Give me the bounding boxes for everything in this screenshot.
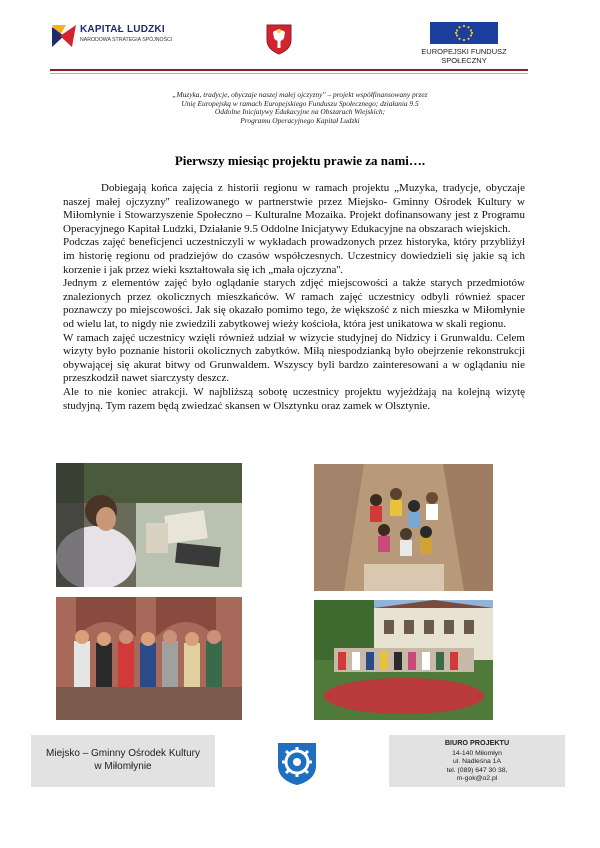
header-rule-thin	[50, 73, 528, 74]
gok-emblem-icon	[274, 740, 320, 786]
note-line: Programu Operacyjnego Kapitał Ludzki	[240, 115, 360, 125]
eu-flag-icon	[430, 22, 498, 44]
article-body	[63, 182, 525, 413]
coat-of-arms-icon	[263, 23, 295, 55]
note-line: Oddolne Inicjatywy Edukacyjne na Obszarach Wiejskich;	[214, 107, 386, 117]
article-paragraph: Dobiegają końca zajęcia z historii regionu w ramach projektu „Muzyka, tradycje, obyczaje naszej małej ojczyzny'' realizowanego w partnerstwie przez Miejsko- Gminny Ośrodek Kultury w Miłomłynie i Stowarzyszenie Społeczno – Kulturalne Mozaika. Projekt dofinansowany jest z Programu Operacyjnego Kapitał Ludzki, Działanie 9.5 Oddolne Inicjatywy Edukacyjne na obszarach wiejskich.	[63, 182, 525, 235]
article-paragraph: Jednym z elementów zajęć było oglądanie starych zdjęć miejscowości a także starych przedmiotów znalezionych przez okolicznych mieszkańców. W ramach zajęć uczestnicy odbyli również spacer poznawczy po miejscowości. Jak się okazało pomimo tego, że większość z nich mieszka w Miłomłynie od wielu lat, to nigdy nie zwiedzili zabytkowej wieży kościoła, która jest unikatowa w skali regionu.	[63, 277, 525, 330]
article-paragraph: W ramach zajęć uczestnicy wzięli również udział w wizycie studyjnej do Nidzicy i Grunwaldu. Celem wizyty było poznanie historii okolicznych zabytków. Miłą niespodzianką było obejrzenie rekonstrukcji obywającej się akurat bitwy od Grunwaldem. Wszyscy byli bardzo zainteresowani a w oglądaniu nie przeszkodził nawet siarczysty deszcz.	[63, 331, 525, 385]
eu-fund-line1: EUROPEJSKI FUNDUSZ	[421, 47, 507, 56]
photo-group-outdoors	[314, 600, 493, 720]
eu-fund-label	[418, 47, 510, 65]
note-line: Unię Europejską w ramach Europejskiego Funduszu Społecznego; działania 9.5	[181, 98, 419, 108]
footer-organization-box	[31, 735, 215, 787]
photo-workshop-table	[56, 463, 242, 587]
kapital-ludzki-logo	[50, 23, 200, 53]
kl-subtitle: NARODOWA STRATEGIA SPÓJNOŚCI	[80, 37, 173, 43]
footer-org-line1: Miejsko – Gminny Ośrodek Kultury	[46, 748, 200, 759]
photo-museum-group	[56, 597, 242, 720]
article-headline: Pierwszy miesiąc projektu prawie za nami….	[174, 153, 426, 168]
note-line: „Muzyka, tradycje, obyczaje naszej małej ojczyzny'' – projekt współfinansowany przez	[172, 90, 428, 99]
kapital-ludzki-emblem-icon	[50, 23, 78, 49]
footer-org-line2: w Miłomłynie	[94, 761, 152, 772]
header-rule	[50, 69, 528, 71]
eu-fund-line2: SPOŁECZNY	[441, 56, 487, 65]
photo-tower-staircase	[314, 464, 493, 591]
footer-office-box	[389, 735, 565, 787]
office-line: ul. Nadleśna 1A	[453, 758, 501, 766]
article-paragraph: Ale to nie koniec atrakcji. W najbliższą sobotę uczestnicy projektu wyjeżdżają na kolejną wizytę studyjną. Tym razem będą zwiedzać skansen w Olsztynku oraz zamek w Olsztynie.	[63, 385, 525, 412]
cofinancing-note	[100, 91, 500, 125]
office-line: 14-140 Miłomłyn	[452, 749, 502, 757]
article-paragraph: Podczas zajęć beneficjenci uczestniczyli w wykładach prowadzonych przez historyka, który przybliżył im historię regionu od pradziejów do czasów współczesnych. Uczestnicy dowiedzieli się jakie są ich korzenie i jak przez wieki kształtowała się ich „mała ojczyzna''.	[63, 236, 525, 276]
kl-title: KAPITAŁ LUDZKI	[80, 24, 165, 35]
office-title: BIURO PROJEKTU	[444, 738, 510, 747]
office-line: tel. (089) 647 30 38,	[446, 766, 508, 774]
office-email[interactable]: m-gok@o2.pl	[456, 775, 498, 783]
